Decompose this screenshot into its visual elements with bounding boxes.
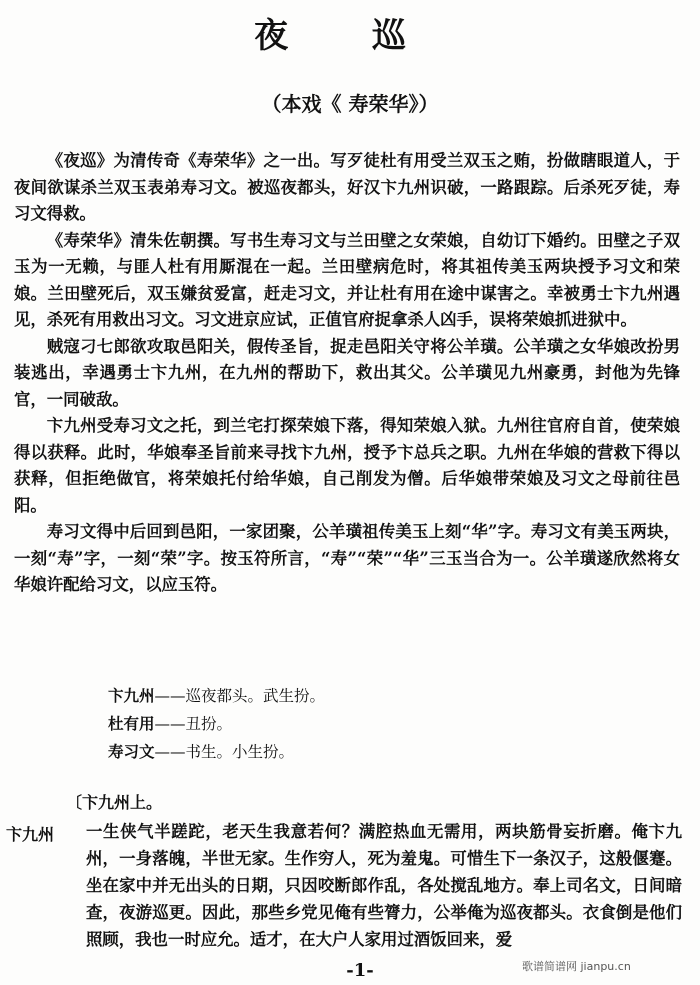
cast-description: 巡夜都头。武生扮。 (185, 687, 326, 705)
intro-paragraph: 贼寇刁七郎欲攻取邑阳关，假传圣旨，捉走邑阳关守将公羊璜。公羊璜之女华娘改扮男装逃出，幸遇勇士卞九州，在九州的帮助下，救出其父。公羊璜见九州豪勇，封他为先锋官，一同破敌。 (14, 336, 680, 409)
intro-paragraph: 《夜巡》为清传奇《寿荣华》之一出。写歹徒杜有用受兰双玉之贿，扮做瞎眼道人，于夜间欲谋杀兰双玉表弟寿习文。被巡夜都头，好汉卞九州识破，一路跟踪。后杀死歹徒，寿习文得救。 (14, 151, 680, 223)
cast-entry (108, 738, 568, 766)
intro-paragraph: 卞九州受寿习文之托，到兰宅打探荣娘下落，得知荣娘入狱。九州往官府自首，使荣娘得以获释。此时，华娘奉圣旨前来寻找卞九州，授予卞总兵之职。九州在华娘的营救下得以获释，但拒绝做官，将荣娘托付给华娘，自己削发为僧。后华娘带荣娘及习文之母前往邑阳。 (14, 416, 680, 515)
cast-separator: —— (154, 687, 186, 705)
page-number: -1- (346, 960, 374, 981)
cast-separator: —— (154, 743, 186, 761)
watermark-text: 歌谱简谱网 jianpu.cn (522, 960, 631, 973)
speech-text: 一生侠气半蹉跎，老天生我意若何？满腔热血无需用，两块筋骨妄折磨。俺卞九州，一身落魄，半世无家。生作穷人，死为羞鬼。可惜生下一条汉子，这般偃蹇。坐在家中并无出头的日期，只因咬断郎作乱，各处搅乱地方。奉上司名文，日间暗查，夜游巡更。因此，那些乡党见俺有些膂力，公举俺为巡夜都头。衣食倒是他们照顾，我也一时应允。适才，在大户人家用过酒饭回来，爱 (86, 822, 682, 949)
cast-description: 丑扮。 (185, 715, 233, 733)
cast-list (108, 682, 568, 766)
cast-entry (108, 682, 568, 710)
cast-entry (108, 710, 568, 738)
intro-paragraph: 寿习文得中后回到邑阳，一家团聚，公羊璜祖传美玉上刻“华”字。寿习文有美玉两块，一刻“寿”字，一刻“荣”字。按玉符所言，“寿”“荣”“华”三玉当合为一。公羊璜遂欣然将女华娘许配给习文，以应玉符。 (14, 522, 680, 594)
cast-name: 杜有用 (108, 714, 155, 733)
intro-section (14, 148, 680, 599)
stage-direction: 〔卞九州上。 (66, 793, 163, 812)
cast-description: 书生。小生扮。 (185, 743, 295, 761)
page-title: 夜 巡 (254, 16, 442, 56)
speaker-label: 卞九州 (6, 825, 55, 844)
page-subtitle: （本戏《 寿荣华》） (261, 92, 439, 116)
intro-paragraph: 《寿荣华》清朱佐朝撰。写书生寿习文与兰田壁之女荣娘，自幼订下婚约。田壁之子双玉为一无赖，与匪人杜有用厮混在一起。兰田壁病危时，将其祖传美玉两块授予习文和荣娘。兰田壁死后，双玉嫌贫爱富，赶走习文，并让杜有用在途中谋害之。幸被勇士卞九州遇见，杀死有用救出习文。习文进京应试，正值官府捉拿杀人凶手，误将荣娘抓进狱中。 (14, 230, 680, 329)
cast-name: 寿习文 (108, 742, 155, 761)
cast-name: 卞九州 (108, 686, 155, 705)
cast-separator: —— (154, 715, 186, 733)
